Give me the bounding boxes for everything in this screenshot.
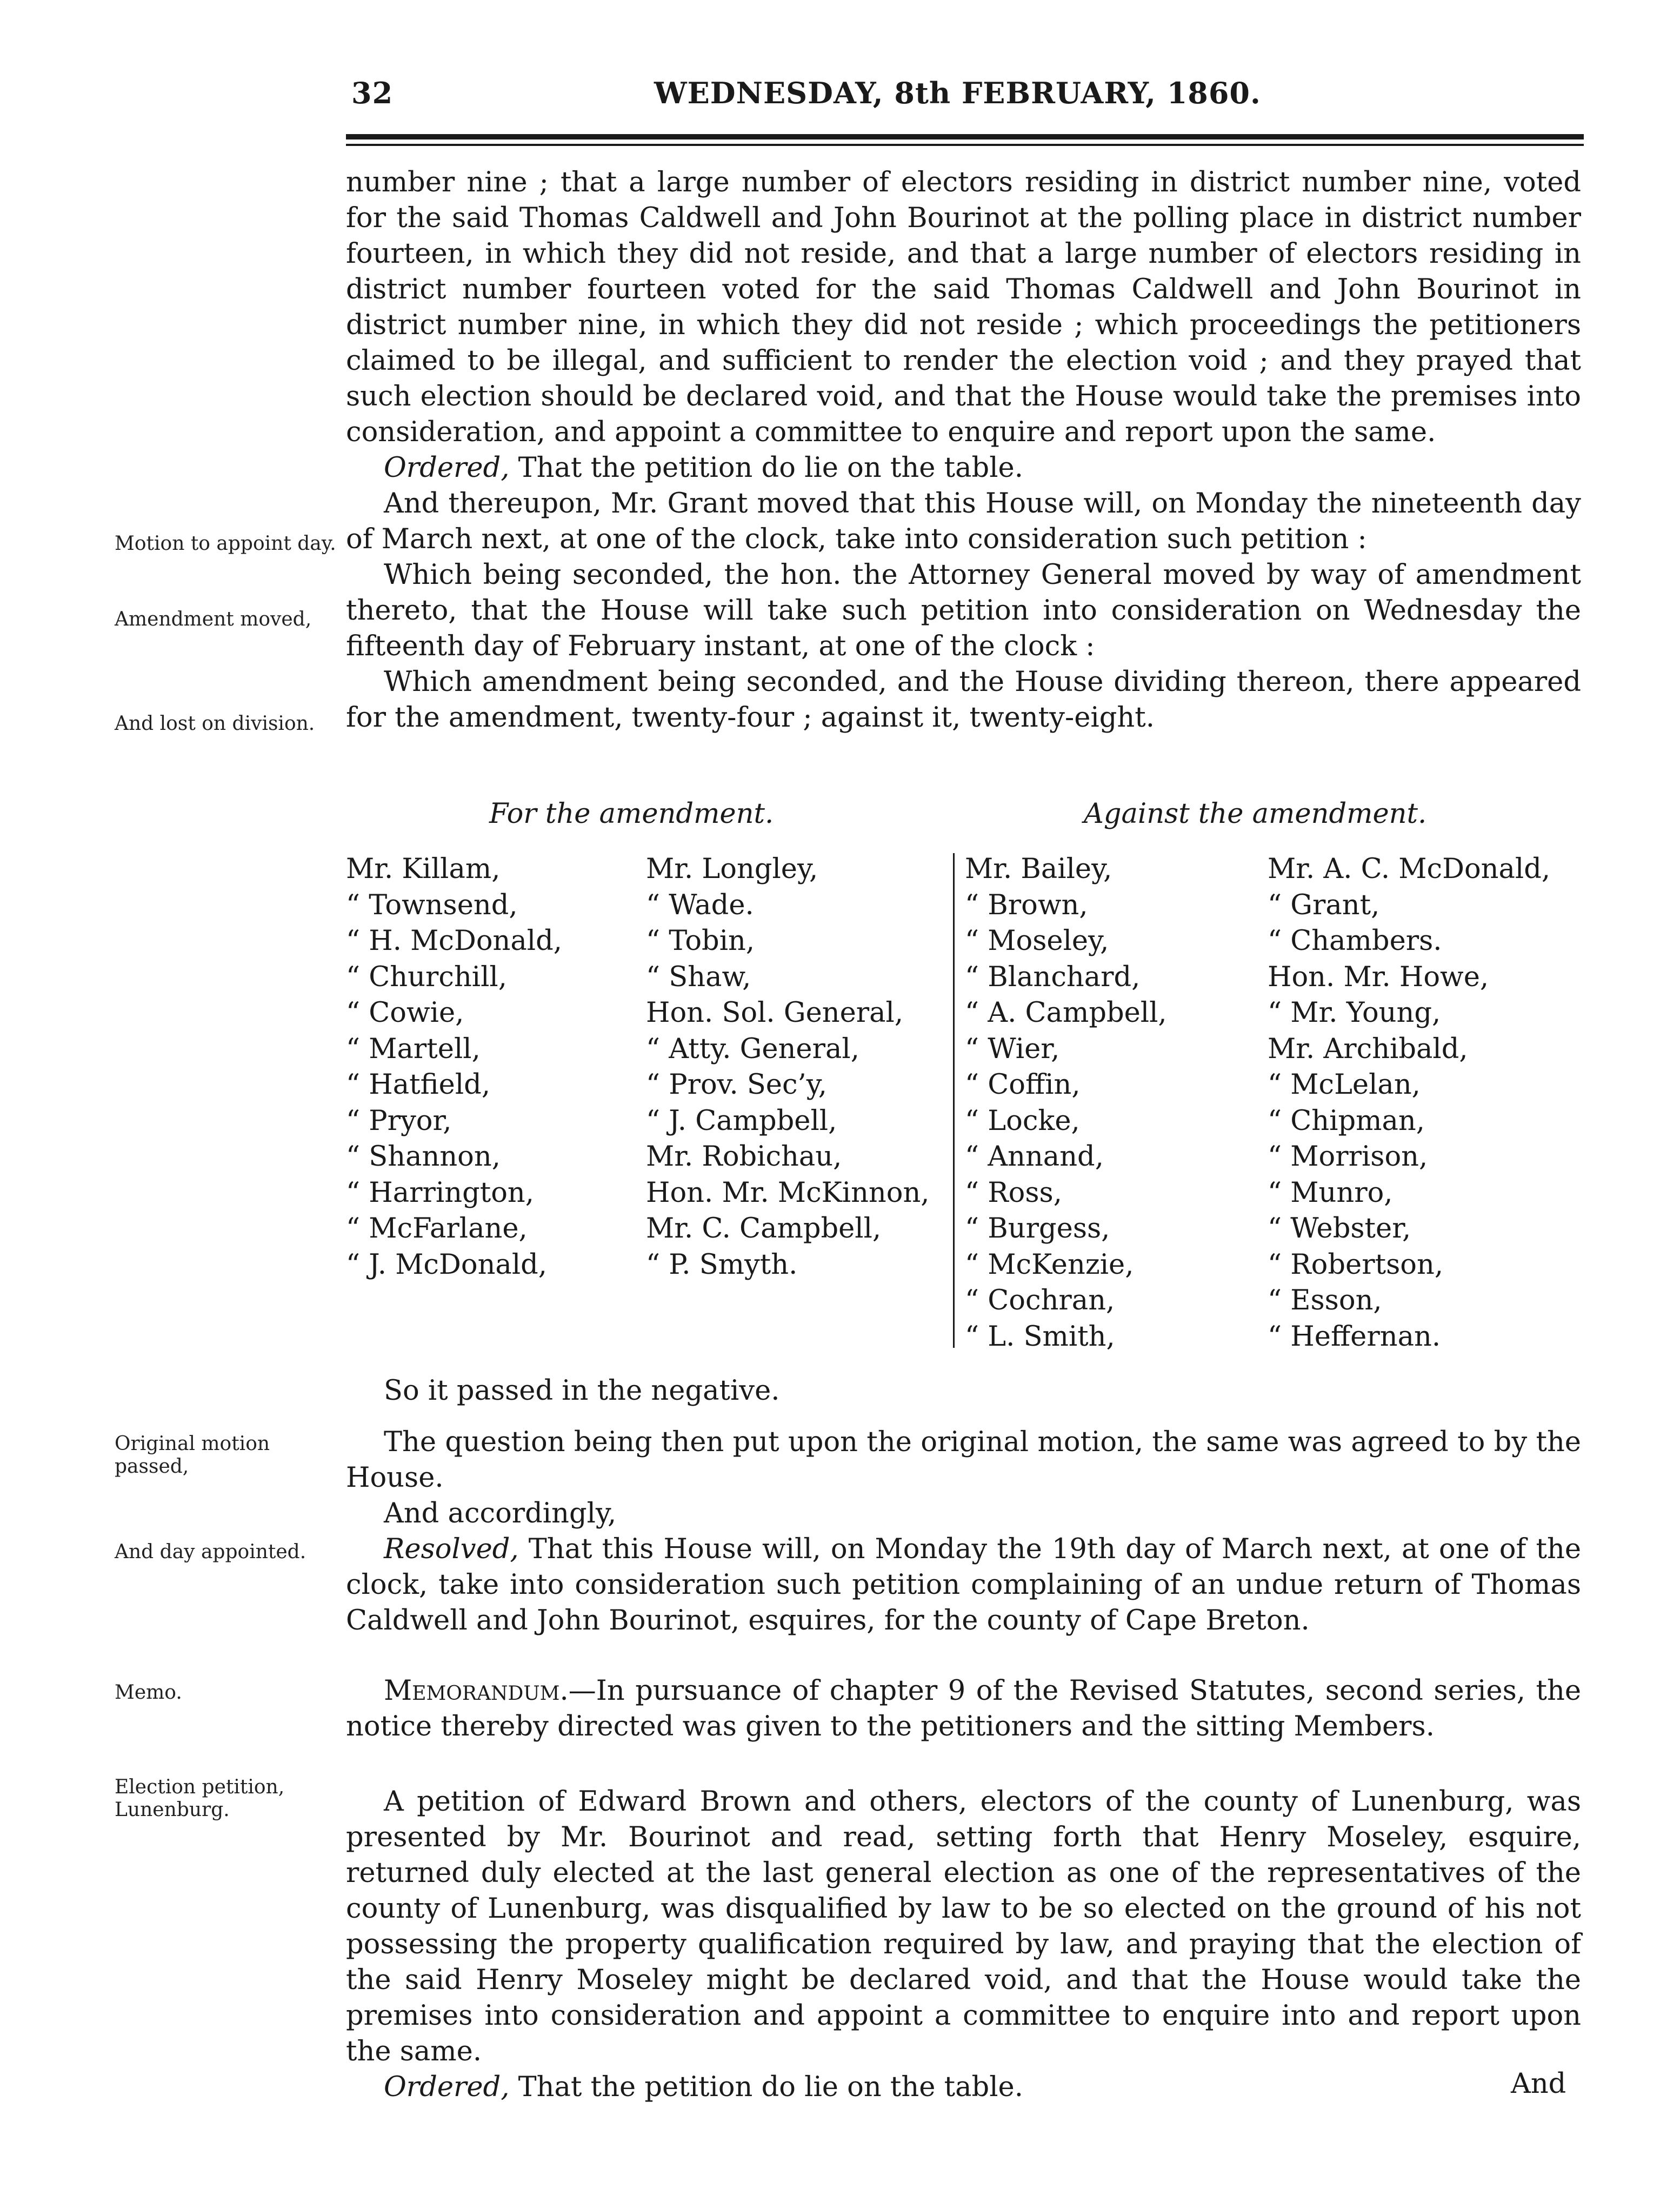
margin-note-day: And day appointed. — [115, 1541, 306, 1563]
paragraph-lunenburg-petition: A petition of Edward Brown and others, electors of the county of Lunenburg, was presented by Mr. Bourinot and read, setting forth that Henry Moseley, esquire, returned duly elected at the last general election as one of the representatives of the county of Lunenburg, was disqualified by law to be so elected on the ground of his not possessing the property qualification required by law, and praying that the election of the said Henry Moseley might be declared void, and that the House would take the premises into consideration and appoint a committee to enquire into and report upon the same. — [346, 1786, 1581, 2067]
paragraph-accordingly: And accordingly, — [384, 1498, 617, 1529]
vote-name: “ J. Campbell, — [646, 1105, 837, 1137]
ordered-text: That the petition do lie on the table. — [509, 452, 1023, 484]
vote-name: “ Atty. General, — [646, 1033, 859, 1065]
vote-name: “ Chipman, — [1268, 1105, 1425, 1137]
vote-name: “ Wade. — [646, 889, 754, 921]
vote-name: “ Townsend, — [346, 889, 518, 921]
vote-name: “ H. McDonald, — [346, 925, 562, 957]
vote-name: “ Grant, — [1268, 889, 1380, 921]
vote-name: “ McFarlane, — [346, 1213, 528, 1245]
vote-name: “ P. Smyth. — [646, 1248, 798, 1281]
margin-note-election: Election petition, Lunenburg. — [115, 1776, 285, 1821]
ordered-label: Ordered, — [384, 452, 510, 484]
text-block-result — [346, 1373, 1581, 1409]
margin-note-motion: Motion to appoint day. — [115, 533, 336, 555]
paragraph-petition-continued: number nine ; that a large number of electors residing in district number nine, voted for the said Thomas Caldwell and John Bourinot at the polling place in district number fourteen, in which they did not reside, and that a large number of electors residing in district number fourteen voted for the said Thomas Caldwell and John Bourinot in district number nine, in which they did not reside ; which proceedings the petitioners claimed to be illegal, and sufficient to render the election void ; and they prayed that such election should be declared void, and that the House would take the premises into consideration, and appoint a committee to enquire and report upon the same. — [346, 167, 1581, 448]
against-amendment-heading: Against the amendment. — [1084, 798, 1427, 830]
resolved-text: That this House will, on Monday the 19th day of March next, at one of the clock, take into consideration such petition complaining of an undue return of Thomas Caldwell and John Bourinot, esquires, for the county of Cape Breton. — [346, 1533, 1581, 1637]
catchword: And — [1511, 2068, 1566, 2100]
vote-name: “ Mr. Young, — [1268, 997, 1441, 1029]
margin-note-memo: Memo. — [115, 1681, 182, 1704]
vote-name: “ Morrison, — [1268, 1141, 1428, 1173]
vote-name: “ Shaw, — [646, 961, 751, 993]
for-list-col2 — [646, 852, 930, 1283]
vote-name: “ Cochran, — [965, 1285, 1115, 1316]
vote-name: Mr. C. Campbell, — [646, 1213, 882, 1245]
vote-name: “ Robertson, — [1268, 1248, 1444, 1281]
vote-name: “ Blanchard, — [965, 961, 1141, 993]
ordered-text-2: That the petition do lie on the table. — [509, 2071, 1023, 2103]
division-column-divider — [953, 853, 955, 1348]
vote-name: Mr. Archibald, — [1268, 1033, 1468, 1065]
vote-name: “ Ross, — [965, 1176, 1062, 1209]
paragraph-division: Which amendment being seconded, and the House dividing thereon, there appeared for the amendment, twenty-four ; against it, twenty-eight. — [346, 666, 1581, 734]
vote-name: Mr. A. C. McDonald, — [1268, 853, 1551, 885]
page-number: 32 — [351, 76, 394, 110]
paragraph-negative: So it passed in the negative. — [384, 1375, 780, 1407]
vote-name: “ Chambers. — [1268, 925, 1442, 957]
vote-name: “ Burgess, — [965, 1213, 1110, 1245]
against-list-col2 — [1268, 852, 1550, 1355]
vote-name: “ Munro, — [1268, 1176, 1393, 1209]
page-header — [346, 76, 1578, 119]
vote-name: “ McLelan, — [1268, 1069, 1421, 1101]
memorandum-text: —In pursuance of chapter 9 of the Revised Statutes, second series, the notice thereby directed was given to the petitioners and the sitting Members. — [346, 1675, 1581, 1743]
paragraph-memorandum — [346, 1673, 1581, 1745]
vote-name: “ Martell, — [346, 1033, 481, 1065]
text-block-upper — [346, 165, 1581, 736]
vote-name: “ Hatfield, — [346, 1069, 491, 1101]
vote-name: Mr. Bailey, — [965, 853, 1112, 885]
page-date-heading: WEDNESDAY, 8th FEBRUARY, 1860. — [654, 76, 1261, 110]
ordered-label-2: Ordered, — [384, 2071, 510, 2103]
vote-name: “ L. Smith, — [965, 1320, 1115, 1353]
vote-name: Hon. Mr. Howe, — [1268, 961, 1489, 993]
paragraph-resolved — [346, 1532, 1581, 1639]
against-list-col1 — [965, 852, 1167, 1355]
vote-name: “ Moseley, — [965, 925, 1109, 957]
vote-name: “ Webster, — [1268, 1213, 1411, 1245]
vote-name: “ Pryor, — [346, 1105, 452, 1137]
vote-name: “ McKenzie, — [965, 1248, 1134, 1281]
paragraph-original-motion: The question being then put upon the original motion, the same was agreed to by the House. — [346, 1426, 1581, 1494]
text-block-memorandum — [346, 1673, 1581, 1745]
paragraph-amendment: Which being seconded, the hon. the Attorney General moved by way of amendment thereto, that the House will take such petition into consideration on Wednesday the fifteenth day of February instant, at one of the clock : — [346, 559, 1581, 662]
vote-name: Hon. Mr. McKinnon, — [646, 1176, 930, 1209]
header-rule-thick — [346, 134, 1584, 139]
vote-name: “ Coffin, — [965, 1069, 1081, 1101]
margin-note-amendment: Amendment moved, — [115, 608, 312, 630]
vote-name: Hon. Sol. General, — [646, 997, 904, 1029]
vote-name: “ Churchill, — [346, 961, 507, 993]
header-rule-thin — [346, 144, 1584, 146]
vote-name: “ Harrington, — [346, 1176, 534, 1209]
vote-name: “ A. Campbell, — [965, 997, 1167, 1029]
vote-name: Mr. Longley, — [646, 853, 818, 885]
text-block-resolution — [346, 1425, 1581, 1639]
resolved-label: Resolved, — [384, 1533, 519, 1565]
vote-name: “ Locke, — [965, 1105, 1080, 1137]
margin-note-original: Original motion passed, — [115, 1433, 270, 1478]
vote-name: Mr. Robichau, — [646, 1141, 842, 1173]
paragraph-ordered-2 — [346, 2070, 1581, 2105]
vote-name: “ Esson, — [1268, 1285, 1382, 1316]
vote-name: Mr. Killam, — [346, 853, 501, 885]
margin-note-lost: And lost on division. — [115, 713, 315, 735]
text-block-lunenburg — [346, 1784, 1581, 2105]
vote-name: “ Brown, — [965, 889, 1088, 921]
vote-name: “ Prov. Sec’y, — [646, 1069, 828, 1101]
paragraph-ordered — [346, 450, 1581, 486]
vote-name: “ Wier, — [965, 1033, 1060, 1065]
vote-name: “ Shannon, — [346, 1141, 501, 1173]
for-list-col1 — [346, 852, 562, 1283]
vote-name: “ J. McDonald, — [346, 1248, 547, 1281]
vote-name: “ Tobin, — [646, 925, 755, 957]
memorandum-label: Memorandum. — [384, 1675, 569, 1707]
vote-name: “ Annand, — [965, 1141, 1104, 1173]
paragraph-motion: And thereupon, Mr. Grant moved that this House will, on Monday the nineteenth day of March next, at one of the clock, take into consideration such petition : — [346, 488, 1581, 555]
vote-name: “ Cowie, — [346, 997, 464, 1029]
for-amendment-heading: For the amendment. — [489, 798, 774, 830]
vote-name: “ Heffernan. — [1268, 1320, 1441, 1353]
